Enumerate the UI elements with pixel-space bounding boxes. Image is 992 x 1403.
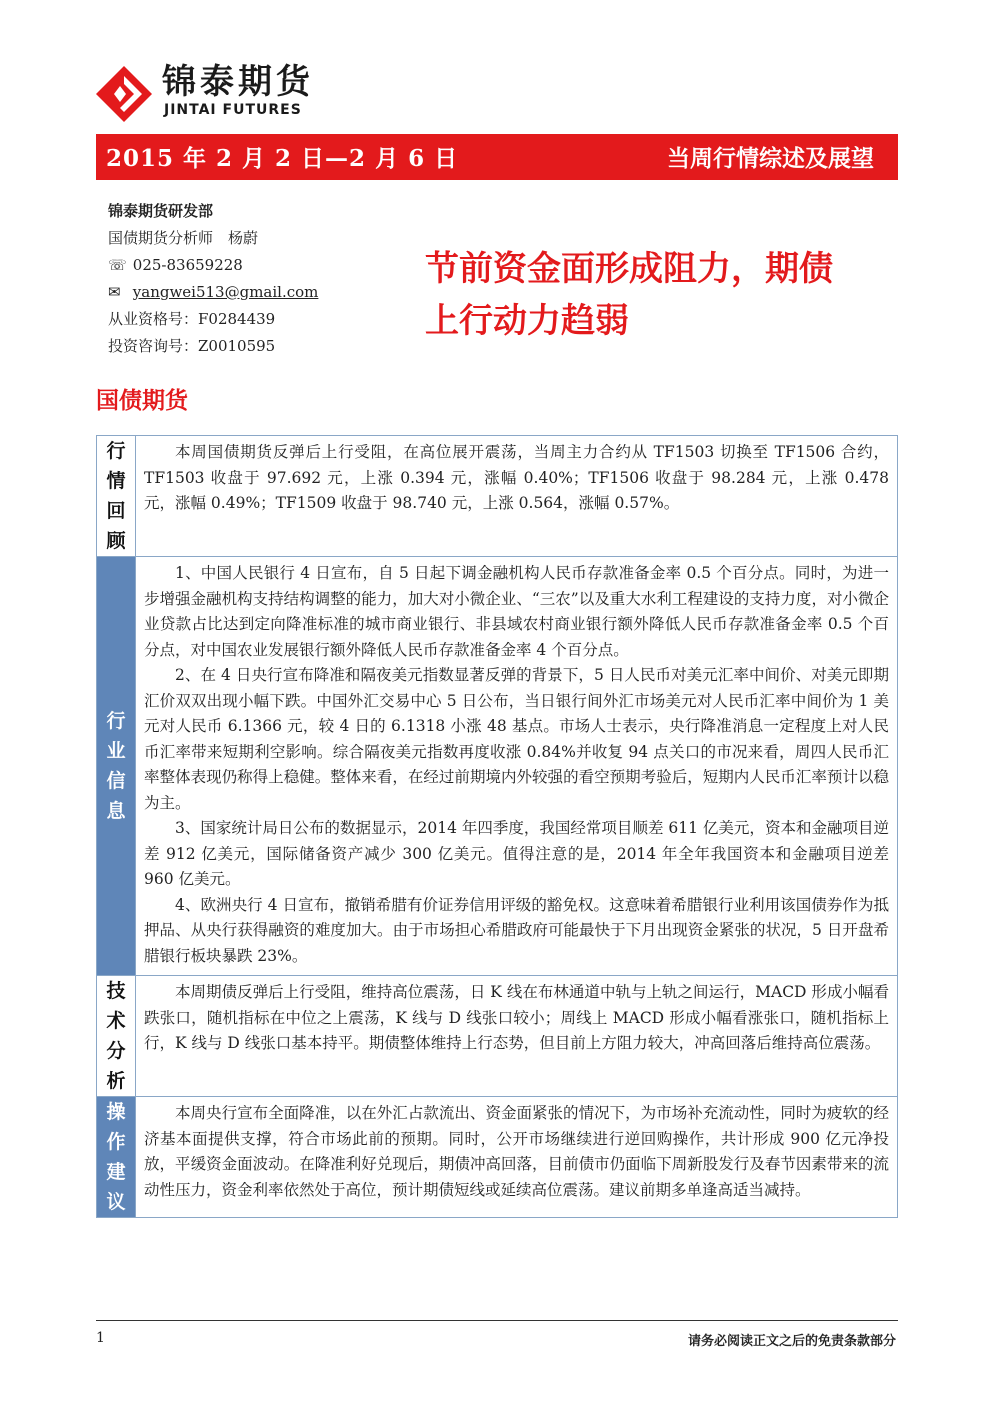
- phone-line: [108, 252, 408, 279]
- department: 锦泰期货研发部: [108, 202, 214, 220]
- company-logo: [96, 62, 386, 124]
- paragraph: 2、在 4 日央行宣布降准和隔夜美元指数显著反弹的背景下，5 日人民币对美元汇率中间价、对美元即期汇价双双出现小幅下跌。中国外汇交易中心 5 日公布，当日银行间外汇市场美元对人民币汇率中间价为 1 美元对人民币 6.1366 元，较 4 日的 6.1318 小涨 48 基点。市场人士表示，央行降准消息一定程度上对人民币汇率带来短期利空影响。综合隔夜美元指数再度收涨 0.84%并收复 94 点关口的市况来看，周四人民币汇率整体表现仍称得上稳健。整体来看，在经过前期境内外较强的看空预期考验后，短期内人民币汇率预计以稳为主。: [144, 666, 889, 812]
- row-label: 行 情 回 顾: [97, 436, 136, 556]
- row-label: 技 术 分 析: [97, 976, 136, 1096]
- header-banner: [96, 134, 898, 180]
- content-table: [96, 435, 898, 1218]
- paragraph: 1、中国人民银行 4 日宣布，自 5 日起下调金融机构人民币存款准备金率 0.5 个百分点。同时，为进一步增强金融机构支持结构调整的能力，加大对小微企业、“三农”以及重大水利工程建设的支持力度，对小微企业贷款占比达到定向降准标准的城市商业银行、非县域农村商业银行额外降低人民币存款准备金率 0.5 个百分点，对中国农业发展银行额外降低人民币存款准备金率 4 个百分点。: [144, 564, 889, 659]
- row-body: [136, 436, 897, 556]
- report-date-range: 2015 年 2 月 2 日—2 月 6 日: [106, 145, 459, 172]
- row-label: 行 业 信 息: [97, 557, 136, 975]
- row-body: [136, 1097, 897, 1217]
- report-type: 当周行情综述及展望: [667, 145, 874, 172]
- disclaimer-note: 请务必阅读正文之后的免责条款部分: [687, 1334, 896, 1349]
- logo-mark-icon: [96, 66, 152, 122]
- email-link[interactable]: yangwei513@gmail.com: [132, 283, 319, 301]
- logo-name-en: JINTAI FUTURES: [164, 102, 302, 118]
- table-row-industry-news: [96, 557, 898, 976]
- row-label: 操 作 建 议: [97, 1097, 136, 1217]
- headline-line-2: 上行动力趋弱: [425, 301, 629, 341]
- page-number: 1: [96, 1330, 105, 1346]
- email-line: [108, 279, 408, 306]
- phone-icon: ☏: [108, 256, 127, 274]
- phone-number: 025-83659228: [132, 256, 243, 274]
- paragraph: 4、欧洲央行 4 日宣布，撤销希腊有价证券信用评级的豁免权。这意味着希腊银行业利用该国债券作为抵押品、从央行获得融资的难度加大。由于市场担心希腊政府可能最快于下月出现资金紧张的状况，5 日开盘希腊银行板块暴跌 23%。: [144, 895, 889, 965]
- headline-line-1: 节前资金面形成阻力，期债: [425, 249, 833, 289]
- analyst-name: 国债期货分析师 杨蔚: [108, 229, 259, 247]
- report-headline: [425, 243, 895, 347]
- section-title: 国债期货: [96, 388, 188, 414]
- consult-number: 投资咨询号：Z0010595: [108, 337, 276, 355]
- row-body: [136, 557, 897, 975]
- envelope-icon: ✉: [108, 283, 121, 301]
- logo-name-cn: 锦泰期货: [162, 62, 314, 102]
- paragraph: 本周期债反弹后上行受阻，维持高位震荡，日 K 线在布林通道中轨与上轨之间运行，MACD 形成小幅看跌张口，随机指标在中位之上震荡，K 线与 D 线张口较小；周线上 MACD 形成小幅看涨张口，随机指标上行，K 线与 D 线张口基本持平。期债整体维持上行态势，但目前上方阻力较大，冲高回落后维持高位震荡。: [144, 983, 889, 1052]
- paragraph: 3、国家统计局日公布的数据显示，2014 年四季度，我国经常项目顺差 611 亿美元，资本和金融项目逆差 912 亿美元，国际储备资产减少 300 亿美元。值得注意的是，2014 年全年我国资本和金融项目逆差 960 亿美元。: [144, 819, 889, 888]
- paragraph: 本周国债期货反弹后上行受阻，在高位展开震荡，当周主力合约从 TF1503 切换至 TF1506 合约，TF1503 收盘于 97.692 元，上涨 0.394 元，涨幅 0.40%；TF1506 收盘于 98.284 元，上涨 0.478 元，涨幅 0.49%；TF1509 收盘于 98.740 元，上涨 0.564，涨幅 0.57%。: [144, 443, 889, 512]
- table-row-market-review: [96, 435, 898, 557]
- table-row-strategy: [96, 1097, 898, 1218]
- author-info: [108, 198, 408, 360]
- table-row-technical-analysis: [96, 976, 898, 1097]
- footer-divider: [96, 1320, 898, 1321]
- paragraph: 本周央行宣布全面降准，以在外汇占款流出、资金面紧张的情况下，为市场补充流动性，同时为疲软的经济基本面提供支撑，符合市场此前的预期。同时，公开市场继续进行逆回购操作，共计形成 900 亿元净投放，平缓资金面波动。在降准利好兑现后，期债冲高回落，目前债市仍面临下周新股发行及春节因素带来的流动性压力，资金利率依然处于高位，预计期债短线或延续高位震荡。建议前期多单逢高适当减持。: [144, 1104, 889, 1199]
- license-number: 从业资格号：F0284439: [108, 310, 276, 328]
- row-body: [136, 976, 897, 1096]
